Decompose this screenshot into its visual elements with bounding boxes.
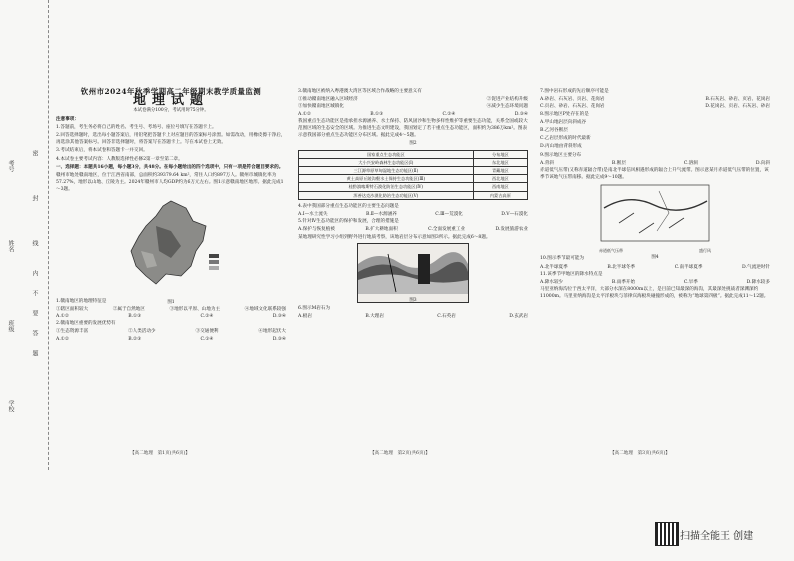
table-cell: 黄土高原丘陵沟壑水土保持生态功能区(Ⅲ) [299, 175, 474, 183]
question-3-items-2 [298, 103, 528, 110]
question-7-options-a [540, 96, 770, 103]
footer-page-3: 【高二地理 第3页(共6页)】 [610, 451, 670, 456]
table-row [299, 167, 528, 175]
binding-seal-feng: 封 [31, 195, 38, 201]
footer-page-1: 【高二地理 第1页(共6页)】 [130, 451, 190, 456]
region-map-graphic [111, 196, 231, 296]
question-10-options [540, 264, 770, 271]
table-caption: 图2 [409, 141, 417, 147]
binding-seal-xian: 线 [31, 240, 38, 246]
table-cell: 东北地区 [473, 158, 527, 166]
question-3-stem: 3.赣南地区被纳入粤港澳大湾区等区域合作战略的主要意义有 [298, 89, 422, 94]
table-cell: 内蒙古高原 [473, 191, 527, 199]
question-7-options-b [540, 103, 770, 110]
question-9-options [540, 160, 770, 167]
subject-title: 地理试题 [132, 93, 209, 109]
figure-1-caption: 图1 [167, 299, 175, 305]
scanner-watermark: 扫描全能王 创建 [680, 531, 754, 542]
q5-option: A.保护与恢复植被 [298, 227, 335, 233]
q6-option: B.大理岩 [365, 314, 384, 320]
question-1-stem: 1.赣南地区的地理特征是 [56, 298, 107, 304]
question-11-options [540, 279, 770, 286]
q4-option: C.Ⅲ—荒漠化 [435, 212, 463, 218]
table-row [299, 158, 528, 166]
column-1 [56, 88, 286, 343]
binding-seal-da: 答 [31, 330, 38, 336]
q3-option: A.①② [298, 111, 312, 117]
q11-option: D.降水较多 [746, 280, 770, 286]
notes-item: 3.考试结束后，将本试卷和答题卡一并交回。 [56, 148, 148, 154]
table-row [299, 175, 528, 183]
table-cell: 西南地区 [473, 183, 527, 191]
exam-title-line: 钦州市2024年秋季学期高二年级期末教学质量监测 [80, 87, 262, 96]
notes-heading: 注意事项： [56, 116, 79, 122]
q10-option: B.北半球冬季 [607, 264, 636, 270]
q3-item: ③加快赣南地区城镇化 [298, 104, 344, 110]
footer-page-2: 【高二地理 第2页(共6页)】 [370, 451, 430, 456]
q7-option: C.页岩、砂岩、石灰岩、花岗岩 [540, 104, 605, 110]
q3-item: ①推动赣南地区融入区域经济 [298, 97, 358, 103]
table-cell: 大小兴安岭森林生态功能区(Ⅰ) [299, 158, 474, 166]
figure-3-geology [357, 243, 469, 303]
q1-option: D.③④ [272, 314, 286, 320]
q2-item: ④地形起伏大 [258, 329, 286, 335]
q4-option: D.Ⅴ—石漠化 [501, 212, 528, 218]
q2-item: ③交通便利 [195, 329, 219, 335]
column-2 [298, 88, 528, 320]
q2-option: B.②③ [128, 336, 142, 342]
legend-item: 盛行风 [699, 247, 711, 253]
q1-option: C.②④ [200, 314, 214, 320]
notes-item: 2.回答选择题时，选出每小题答案后，用铅笔把答题卡上对应题目的答案标号涂黑。如需改动，用橡皮擦干净后，再选涂其他答案标号。回答非选择题时，将答案写在答题卡上。写在本试卷上无效。 [56, 133, 286, 146]
question-9-stem: 9.图示地区主要分布 [540, 152, 582, 158]
q8-option: A.甲山地岩层向斜成谷 [540, 119, 587, 125]
section1-intro: 赣州市地处赣南地区，位于江西省南部，总面积约39379.64 km²，常住人口约897万人。赣州市城镇化率为57.27%，地形以山地、丘陵为主。2024年赣州市人均GDP约为6万元左右。图1示意赣南地区地形。据此完成1～3题。 [56, 173, 284, 193]
notes-item: 1.答题前，考生务必将自己的姓名、考生号、考场号、座位号填写在答题卡上。 [56, 124, 217, 130]
q6-option: C.石英岩 [437, 314, 456, 320]
figure-4-caption: 图4 [651, 254, 659, 260]
rock-strata-graphic [358, 244, 468, 294]
notes-item: 4.本试卷主要考试内容：人教版选择性必修2第一章至第二章。 [56, 156, 183, 162]
q9-option: D.向斜 [755, 160, 770, 166]
q7-option: B.石灰岩、砂岩、页岩、花岗岩 [705, 97, 770, 103]
q7-option: A.砂岩、石灰岩、页岩、花岗岩 [540, 97, 605, 103]
table-cell: 西北地区 [473, 175, 527, 183]
question-4-stem: 4.表中我国部分重点生态功能区的主要生态问题是 [298, 203, 399, 209]
table-cell: 三江源草原草甸湿地生态功能区(Ⅱ) [299, 167, 474, 175]
figure-1-map [111, 196, 231, 305]
binding-label-class: 班级 [7, 320, 14, 332]
q11-option: C.旱季 [683, 280, 698, 286]
question-3-items [298, 96, 528, 103]
q2-item: ①生态资源丰富 [56, 329, 89, 335]
q11-option: A.降水较少 [540, 280, 564, 286]
question-10-stem: 10.图示季节最可能为 [540, 256, 585, 262]
question-7-stem: 7.图中岩石形成的先后顺序可能是 [540, 89, 609, 94]
question-4-options [298, 211, 528, 218]
question-2-options [56, 336, 286, 343]
question-2-items [56, 328, 286, 335]
q3-item: ②促进产业结构升级 [486, 97, 528, 103]
binding-seal-mi: 密 [31, 150, 38, 156]
question-11-stem: 11.该季节甲地区的降水特点是 [540, 271, 603, 277]
q2-option: C.①④ [200, 336, 214, 342]
q5-option: D.发展旅游农业 [495, 227, 528, 233]
q7-option: D.花岗岩、页岩、石灰岩、砂岩 [705, 104, 770, 110]
ecological-region-table [298, 150, 528, 200]
table-header-cell: 国家重点生态功能区 [299, 150, 474, 158]
q5-option: C.全面发展重工业 [428, 227, 466, 233]
binding-label-kaohao: 考号 [7, 160, 14, 172]
q3-option: B.①③ [370, 111, 384, 117]
q8-option: D.丙山地由背斜形成 [540, 144, 582, 150]
q3-item: ④减少生态环境问题 [486, 104, 528, 110]
question-3-options [298, 111, 528, 118]
q4-option: A.Ⅰ—水土流失 [298, 212, 328, 218]
table-row [299, 191, 528, 199]
q3-option: C.②④ [442, 111, 456, 117]
binding-seal-yao: 要 [31, 310, 38, 316]
q10-option: C.南半球夏季 [674, 264, 703, 270]
passage-9-10: 赤道低气压带(又称赤道辐合带)是南北半球信风相遇形成的辐合上升气流带。图示意某月赤道低气压带的位置，该季节该地气压带南移。据此完成9～10题。 [540, 168, 769, 181]
passage-11-12: 马里亚纳海沟位于西太平洋，大部分水深在8000m以上，是目前已知最深的海沟，其最深处挑战者深渊深约11000m。马里亚纳海沟是太平洋板块与菲律宾海板块碰撞形成的，被称为“地球第四极”。据此完成11～12题。 [540, 287, 769, 300]
column-3 [540, 88, 770, 302]
question-1-items [56, 306, 286, 313]
figure-4-legend [599, 247, 711, 254]
table-cell: 桂黔滇喀斯特石漠化防治生态功能区(Ⅳ) [299, 183, 474, 191]
q10-option: A.北半球夏季 [540, 264, 568, 270]
q4-option: B.Ⅱ—水源涵养 [365, 212, 397, 218]
binding-strip [0, 0, 49, 470]
table-header-row [299, 150, 528, 158]
passage-4-5: 我国重点生态功能区是指承担水源涵养、水土保持、防风固沙和生物多样性维护等重要生态功能，关系全国或较大范围区域的生态安全的区域。为推进生态文明建设，我国划定了若干重点生态功能区，面积约为386万km²。图表示意我国部分重点生态功能区分布区域。据此完成4～5题。 [298, 118, 528, 139]
table-row [299, 183, 528, 191]
table-cell: 浑善达克沙漠化防治生态功能区(Ⅴ) [299, 191, 474, 199]
binding-label-name: 姓名 [7, 240, 14, 252]
q9-option: A.背斜 [540, 160, 554, 166]
binding-seal-bu: 不 [31, 290, 38, 296]
passage-6-8: 某地理研究性学习小组到野外进行地质考察，该地岩层分布示意如图3所示。据此完成6～8题。 [298, 234, 491, 240]
question-6-options [298, 313, 528, 320]
q1-item: ④地域文化联系较强 [244, 306, 286, 312]
question-2-stem: 2.赣南地区重要的发展优势有 [56, 321, 116, 327]
q5-option: B.扩大耕地面积 [365, 227, 398, 233]
q1-option: B.①③ [128, 314, 142, 320]
q6-option: D.玄武岩 [509, 314, 528, 320]
question-5-stem: 5.针对Ⅳ生态功能区的保护和发展，合理的措施是 [298, 219, 399, 225]
binding-seal-nei: 内 [31, 270, 38, 276]
q1-item: ③地形以平原、山地为主 [169, 306, 221, 312]
question-6-stem: 6.图示M岩石为 [298, 305, 331, 311]
legend-item: 赤道低气压带 [599, 247, 623, 253]
binding-seal-ti: 题 [31, 350, 38, 356]
q2-option: D.③④ [272, 336, 286, 342]
section1-heading: 一、选择题：本题共16小题，每小题3分，共48分。在每小题给出的四个选项中，只有一项是符合题目要求的。 [56, 164, 284, 170]
table-header-cell: 分布地区 [473, 150, 527, 158]
question-1-options [56, 313, 286, 320]
q11-option: B.雨季开始 [611, 280, 636, 286]
pressure-belt-graphic [599, 183, 711, 243]
q1-item: ②属于自然地区 [112, 306, 145, 312]
q8-option: B.乙河谷断层 [540, 128, 568, 134]
question-8-stem: 8.图示地区P处存在的是 [540, 111, 589, 117]
q6-option: A.板岩 [298, 314, 312, 320]
exam-info: 本试卷满分100分，考试用时75分钟。 [133, 108, 209, 114]
q1-item: ①辖区面积较大 [56, 306, 89, 312]
qr-code-icon [655, 522, 679, 546]
q2-item: ②人类活动少 [128, 329, 156, 335]
q9-option: C.溶洞 [683, 160, 698, 166]
table-cell: 青藏地区 [473, 167, 527, 175]
q2-option: A.①② [56, 336, 70, 342]
q8-option: C.乙岩层形成的时代最新 [540, 136, 591, 142]
figure-4-map [599, 183, 711, 260]
question-5-options [298, 226, 528, 233]
figure-3-caption: 图3 [409, 298, 417, 304]
q3-option: D.③④ [514, 111, 528, 117]
binding-label-school: 学校 [7, 400, 14, 412]
q10-option: D.气流逆时针 [742, 264, 770, 270]
q1-option: A.①② [56, 314, 70, 320]
q9-option: B.断层 [611, 160, 626, 166]
